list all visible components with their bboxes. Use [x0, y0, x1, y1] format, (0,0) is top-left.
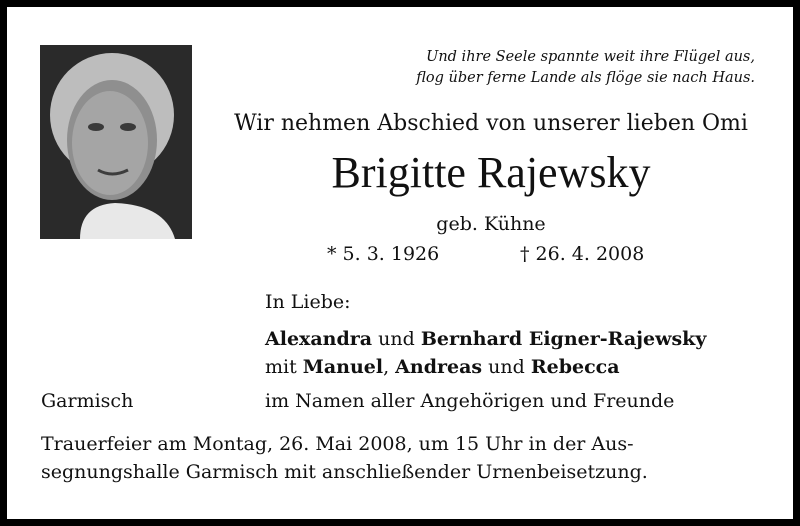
- family-line-3: im Namen aller Angehörigen und Freunde: [265, 390, 675, 412]
- family-conjunction-2: und: [482, 356, 531, 378]
- birth-date: * 5. 3. 1926: [327, 243, 440, 265]
- portrait-photo-icon: [40, 45, 192, 239]
- maiden-name: geb. Kühne: [436, 213, 546, 235]
- family-mit: mit: [265, 356, 303, 378]
- quote-line-2: flog über ferne Lande als flöge sie nach Haus.: [416, 70, 755, 86]
- family-name-bernhard: Bernhard Eigner-Rajewsky: [420, 328, 707, 350]
- family-line-2: [265, 356, 620, 378]
- verse-quote: [416, 47, 755, 89]
- family-name-manuel: Manuel: [302, 356, 384, 378]
- family-line-1: [265, 328, 706, 350]
- in-love-label: In Liebe:: [265, 291, 351, 313]
- ceremony-info: [41, 430, 763, 486]
- family-name-rebecca: Rebecca: [530, 356, 620, 378]
- intro-text: Wir nehmen Abschied von unserer lieben Omi: [234, 111, 748, 136]
- family-comma: ,: [383, 356, 396, 378]
- ceremony-line-2: segnungshalle Garmisch mit anschließender Urnenbeisetzung.: [41, 461, 648, 483]
- family-name-alexandra: Alexandra: [265, 328, 373, 350]
- ceremony-line-1: Trauerfeier am Montag, 26. Mai 2008, um 15 Uhr in der Aus-: [41, 433, 634, 455]
- family-conjunction: und: [372, 328, 421, 350]
- family-name-andreas: Andreas: [395, 356, 483, 378]
- quote-line-1: Und ihre Seele spannte weit ihre Flügel aus,: [426, 49, 755, 65]
- place-name: Garmisch: [41, 390, 134, 412]
- death-date: † 26. 4. 2008: [520, 243, 645, 265]
- deceased-name: Brigitte Rajewsky: [331, 148, 651, 197]
- portrait-photo: [40, 45, 192, 239]
